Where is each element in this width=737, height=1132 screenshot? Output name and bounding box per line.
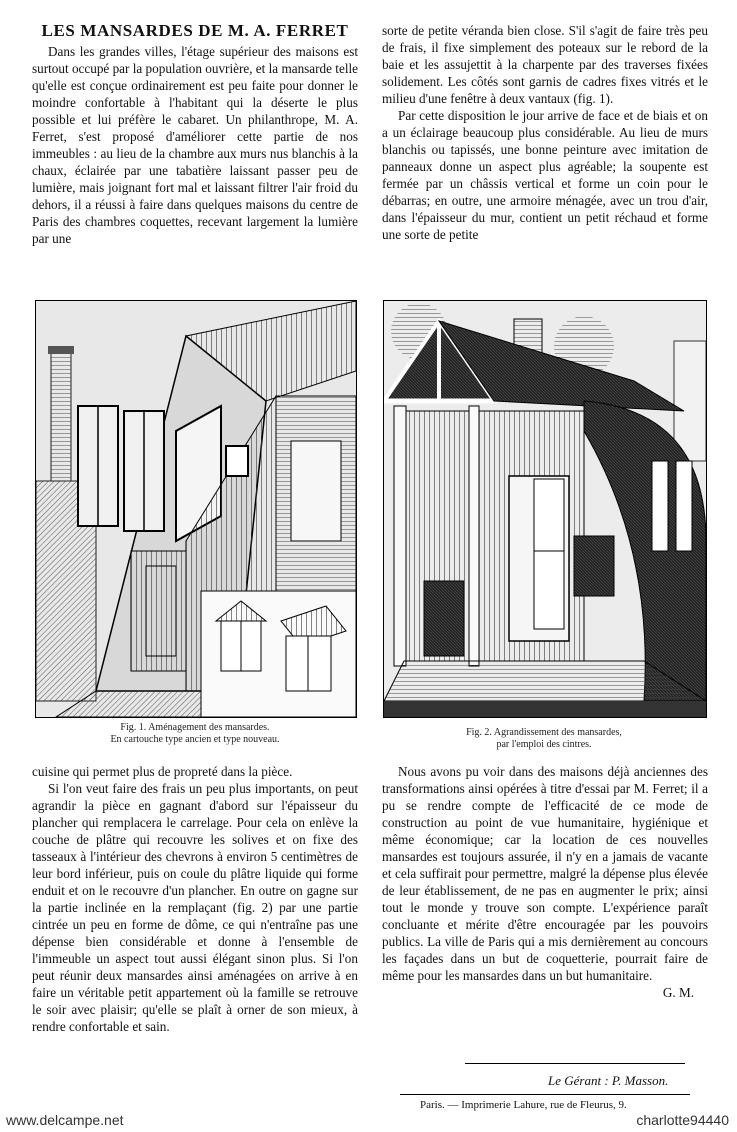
figure-2-caption-line-2: par l'emploi des cintres. — [496, 739, 592, 750]
watermark-right: charlotte94440 — [636, 1112, 729, 1128]
imprint-divider — [400, 1094, 690, 1095]
paragraph-kitchen: cuisine qui permet plus de propreté dans la pièce. — [32, 764, 293, 779]
column-2-top — [382, 22, 708, 243]
paragraph-veranda: sorte de petite véranda bien close. S'il s'agit de faire très peu de frais, il fixe simplement des poteaux sur le rebord de la baie et les assujettit à la charpente par des traverses fixées solidement. Les côtés sont garnis de cadres fixes vitrés et le milieu d'une fenêtre à deux vantaux (fig. 1). — [382, 23, 708, 106]
printer-imprint: Paris. — Imprimerie Lahure, rue de Fleurus, 9. — [420, 1099, 627, 1111]
figure-1-engraving — [35, 300, 357, 718]
paragraph-lighting: Par cette disposition le jour arrive de face et de biais et on a un éclairage beaucoup plus considérable. Au lieu de murs blanchis ou tapissés, une bonne peinture avec imitation de panneaux donne un aspect plus agréable; la soupente est fermée par un châssis vertical et forme un coin pour le débarras; en outre, une armoire ménagée, avec un trou d'air, dans l'épaisseur du mur, contient un petit réchaud et forme une sorte de petite — [382, 108, 708, 242]
figure-1-caption — [35, 722, 355, 746]
figure-2-caption-line-1: Fig. 2. Agrandissement des mansardes, — [466, 727, 622, 738]
watermark-left: www.delcampe.net — [6, 1112, 124, 1128]
figure-1-caption-line-1: Fig. 1. Aménagement des mansardes. — [120, 722, 270, 733]
column-1-bottom — [32, 763, 358, 1035]
column-2-bottom — [382, 763, 708, 1001]
figure-2-engraving — [383, 300, 707, 718]
paragraph-intro: Dans les grandes villes, l'étage supérieur des maisons est surtout occupé par la population ouvrière, et la mansarde telle qu'elle est conçue ordinairement est peu faite pour donner le moindre confortable à l'habitant qui la déserte le plus possible et lui préfère le cabaret. Un philanthrope, M. A. Ferret, s'est proposé d'améliorer cette partie de nos immeubles : au lieu de la chambre aux murs nus blanchis à la chaux, éclairée par une tabatière laissant passer peu de lumière, mais joignant fort mal et laissant filtrer l'air froid du dehors, il a réussi à faire dans quelques maisons du centre de Paris des chambres coquettes, recevant largement la lumière par une — [32, 44, 358, 246]
gerant-signature: Le Gérant : P. Masson. — [548, 1073, 669, 1088]
paragraph-conclusion — [382, 763, 708, 1000]
article-title: LES MANSARDES DE M. A. FERRET — [41, 21, 349, 40]
conclusion-text: Nous avons pu voir dans des maisons déjà anciennes des transformations ainsi opérées à titre d'essai par M. Ferret; il a pu se rendre compte de l'efficacité de ce mode de construction au point de vue humanitaire, hygiénique et même économique; car la location de ces nouvelles mansardes est toujours assurée, il n'y en a jamais de vacante et cela suffirait pour permettre, malgré la dépense plus élevée de leur établissement, de ne pas en augmenter le prix; ainsi tout le monde y trouve son compte. L'expérience paraît concluante et mérite d'être encouragée par les pouvoirs publics. La ville de Paris qui a mis dernièrement au concours les façades dans un but de coquetterie, pourrait faire de même pour les mansardes dans un but humanitaire. — [382, 764, 708, 983]
author-initials: G. M. — [662, 985, 694, 1000]
figure-1-caption-line-2: En cartouche type ancien et type nouveau. — [110, 734, 280, 745]
figure-2-illustration — [384, 301, 706, 717]
column-1-top — [32, 22, 358, 247]
paragraph-enlarge: Si l'on veut faire des frais un peu plus importants, on peut agrandir la pièce en gagnant d'abord sur l'épaisseur du plancher qui remplacera le carrelage. Pour cela on enlève la couche de plâtre qui recouvre les solives et on fixe des tasseaux à l'intérieur des chevrons à environ 5 centimètres de leur bord inférieur, puis on coule du plâtre liquide qui forme enduit et on le recouvre d'un plancher. En outre on gagne sur la partie inclinée en la remplaçant (fig. 2) par une partie cintrée un peu en forme de dôme, ce qui n'entraîne pas une dépense bien considérable et donne à l'ensemble de l'immeuble un aspect tout aussi élégant sinon plus. Si l'on peut réunir deux mansardes ainsi aménagées on arrive à en faire un véritable petit appartement où la famille se retrouve le soir avec plaisir; qu'elle se plaît à orner de son mieux, à rendre confortable et sain. — [32, 781, 358, 1034]
signature-divider — [465, 1063, 685, 1064]
figure-1-illustration — [36, 301, 356, 717]
figure-2-caption — [383, 727, 705, 751]
